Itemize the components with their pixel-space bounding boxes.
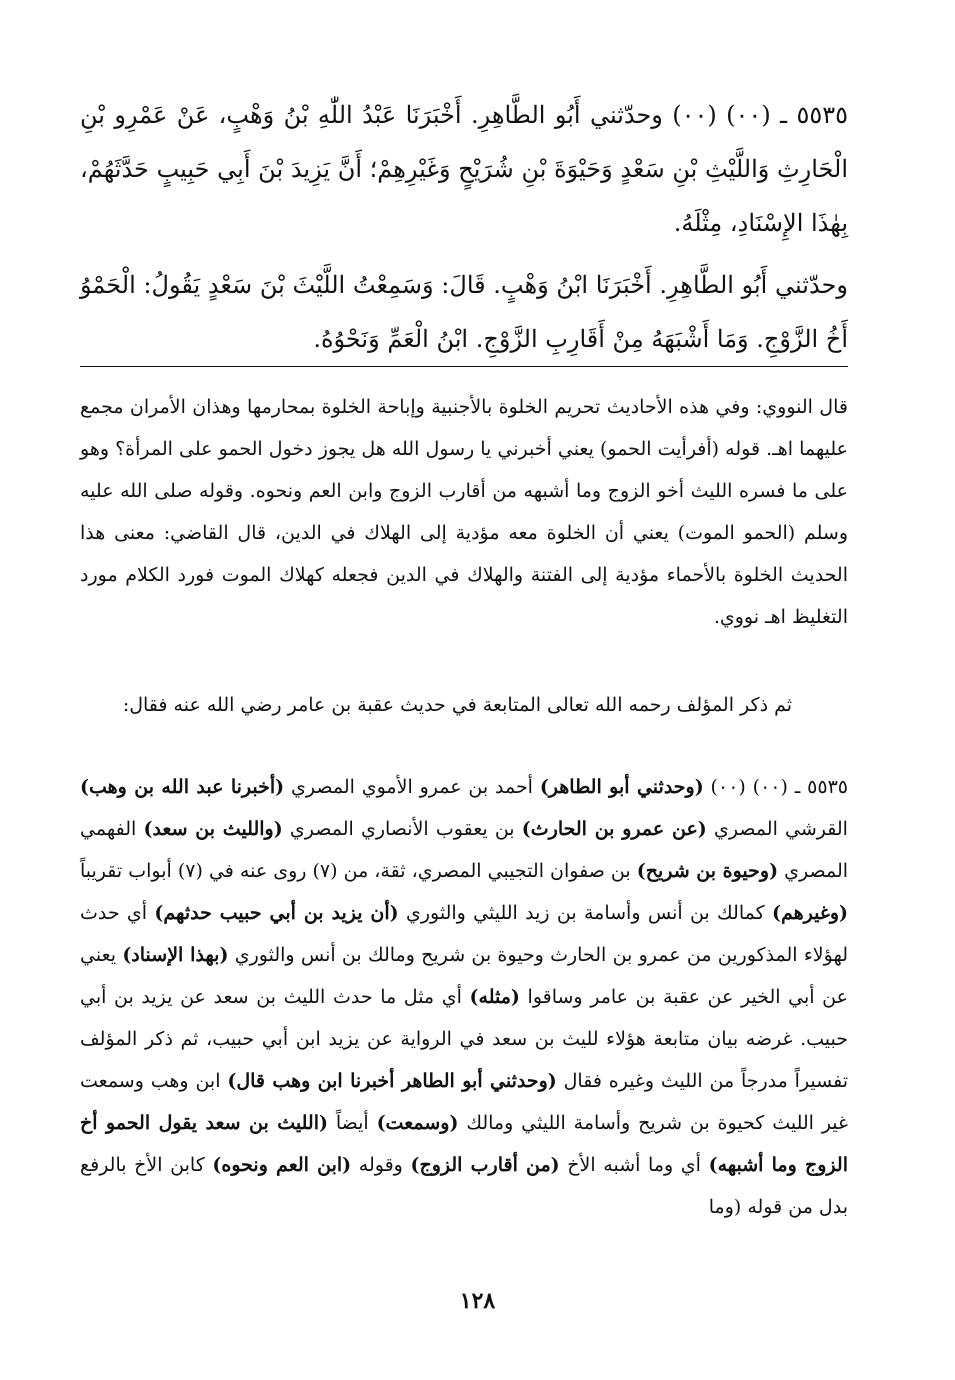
commentary-quote: (والليث بن سعد) — [143, 818, 283, 840]
commentary-quote: (بهذا الإسناد) — [122, 944, 229, 966]
page-number: ١٢٨ — [459, 1288, 496, 1314]
commentary-text: كمالك بن أنس وأسامة بن زيد الليثي والثوري — [398, 902, 773, 924]
commentary-paragraph — [80, 766, 848, 1228]
commentary-text: يعني عن أبي الخير عن عقبة بن عامر وساقوا — [80, 944, 848, 1008]
commentary-quote: (أخبرنا عبد الله بن وهب) — [80, 776, 285, 798]
hadith-text — [80, 88, 848, 366]
intro-paragraph: ثم ذكر المؤلف رحمه الله تعالى المتابعة في حديث عقبة بن عامر رضي الله عنه فقال: — [122, 694, 792, 716]
commentary-text: أي حدث لهؤلاء المذكورين من عمرو بن الحارث وحيوة بن شريح ومالك بن أنس والثوري — [80, 902, 848, 966]
commentary-quote: (الليث بن سعد يقول الحمو أخ الزوج وما أشبهه) — [80, 1112, 848, 1176]
commentary-text: وقوله — [351, 1154, 411, 1176]
commentary-text: كابن الأخ بالرفع بدل من قوله (وما — [80, 1154, 848, 1218]
commentary-text: ابن وهب وسمعت غير الليث كحيوة بن شريح وأسامة الليثي ومالك — [80, 1070, 848, 1134]
commentary-quote: (أن يزيد بن أبي حبيب حدثهم) — [154, 902, 399, 924]
commentary-quote: (عن عمرو بن الحارث) — [521, 818, 707, 840]
nawawi-commentary — [80, 386, 848, 638]
commentary-text: أي مثل ما حدث الليث بن سعد عن يزيد بن أبي حبيب. غرضه بيان متابعة هؤلاء لليث بن سعد في الرواية عن يزيد ابن أبي حبيب، ثم ذكر المؤلف تفسيراً مدرجاً من الليث وغيره فقال — [80, 986, 849, 1092]
commentary-quote: (وغيرهم) — [772, 902, 848, 924]
hadith-paragraph: وحدّثني أَبُو الطَّاهِرِ. أَخْبَرَنَا ابْنُ وَهْبٍ. قَالَ: وَسَمِعْتُ اللَّيْثَ بْنَ سَعْدٍ يَقُولُ: الْحَمْوُ أَخُ الزَّوْجِ. وَمَا أَشْبَهَهُ مِنْ أَقَارِبِ الزَّوْجِ. ابْنُ الْعَمِّ وَنَحْوُهُ. — [80, 271, 848, 353]
commentary-quote: (وحيوة بن شريح) — [636, 860, 779, 882]
commentary-text: الفهمي المصري — [80, 818, 849, 882]
author-intro — [80, 684, 848, 726]
commentary-quote: (وحدثني أبو الطاهر) — [539, 776, 704, 798]
commentary-text: أي وما أشبه الأخ — [559, 1154, 709, 1176]
hadith-commentary — [80, 766, 848, 1228]
hadith-paragraph: ٥٥٣٥ ـ (٠٠) (٠٠) وحدّثني أَبُو الطَّاهِرِ. أَخْبَرَنَا عَبْدُ اللّٰهِ بْنُ وَهْبٍ، عَنْ عَمْرِو بْنِ الْحَارِثِ وَاللَّيْثِ بْنِ سَعْدٍ وَحَيْوَةَ بْنِ شُرَيْحٍ وَغَيْرِهِمْ؛ أَنَّ يَزِيدَ بْنَ أَبِي حَبِيبٍ حَدَّثَهُمْ، بِهٰذَا الإِسْنَادِ، مِثْلَهُ. — [80, 101, 849, 237]
commentary-text: القرشي المصري — [706, 818, 848, 840]
commentary-text: أيضاً — [327, 1112, 377, 1134]
nawawi-paragraph: قال النووي: وفي هذه الأحاديث تحريم الخلوة بالأجنبية وإباحة الخلوة بمحارمها وهذان الأمران مجمع عليهما اهـ. قوله (أفرأيت الحمو) يعني أخبرني يا رسول الله هل يجوز دخول الحمو على المرأة؟ وهو على ما فسره الليث أخو الزوج وما أشبهه من أقارب الزوج وابن العم ونحوه. وقوله صلى الله عليه وسلم (الحمو الموت) يعني أن الخلوة معه مؤدية إلى الهلاك في الدين، قال القاضي: معنى هذا الحديث الخلوة بالأحماء مؤدية إلى الفتنة والهلاك في الدين فجعله كهلاك الموت فورد الكلام مورد التغليظ اهـ نووي. — [80, 396, 848, 628]
commentary-quote: (وحدثني أبو الطاهر أخبرنا ابن وهب قال) — [227, 1070, 557, 1092]
commentary-text: ٥٥٣٥ ـ (٠٠) (٠٠) — [703, 776, 848, 798]
commentary-text: أحمد بن عمرو الأموي المصري — [284, 776, 540, 798]
commentary-text: بن صفوان التجيبي المصري، ثقة، من (٧) روى عنه في (٧) أبواب تقريباً — [80, 860, 637, 882]
commentary-quote: (ابن العم ونحوه) — [212, 1154, 352, 1176]
commentary-text: بن يعقوب الأنصاري المصري — [282, 818, 522, 840]
section-divider — [80, 366, 848, 367]
commentary-quote: (من أقارب الزوج) — [410, 1154, 560, 1176]
commentary-quote: (وسمعت) — [376, 1112, 459, 1134]
commentary-quote: (مثله) — [469, 986, 520, 1008]
